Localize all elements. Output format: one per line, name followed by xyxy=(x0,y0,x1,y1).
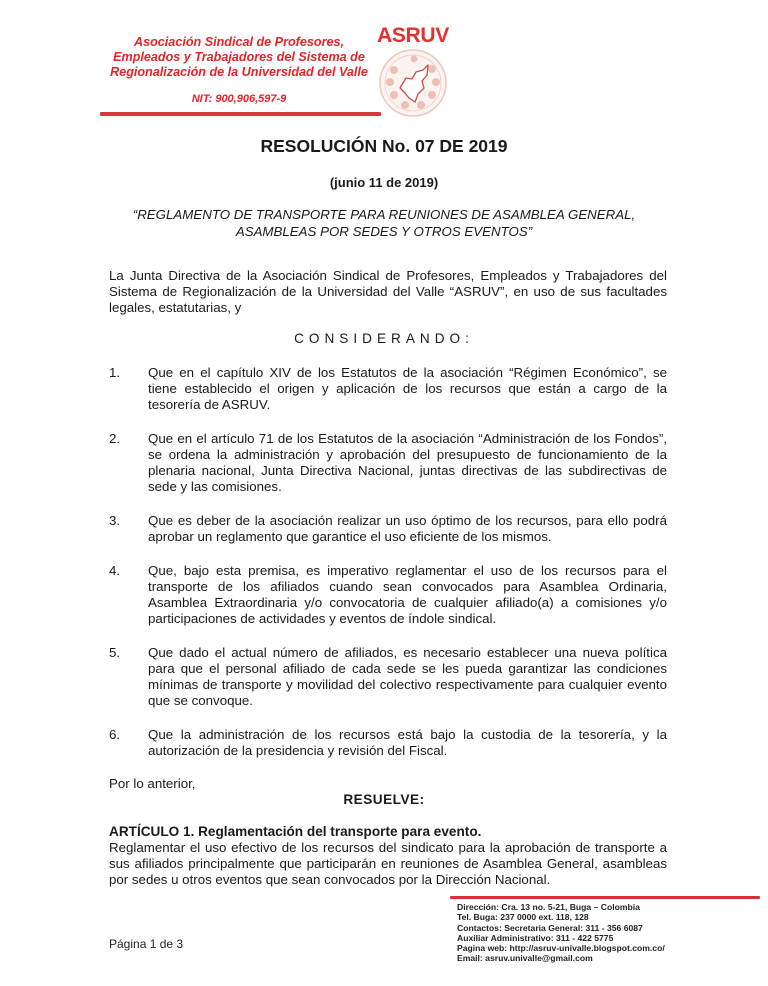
list-item-text: Que dado el actual número de afiliados, es necesario establecer una nueva política para que el personal afiliado de cada sede se les pueda garantizar las condiciones mínimas de transporte y movilidad del colectivo respectivamente para cualquier evento que se convoque. xyxy=(148,645,667,708)
org-name-line: Empleados y Trabajadores del Sistema de xyxy=(113,50,365,64)
seal-logo-icon xyxy=(378,48,448,118)
list-item: 3. Que es deber de la asociación realizar un uso óptimo de los recursos, para ello podrá aprobar un reglamento que garantice el uso eficiente de los mismos. xyxy=(109,513,667,544)
organization-name xyxy=(100,35,378,80)
list-item-text: Que, bajo esta premisa, es imperativo reglamentar el uso de los recursos para el transporte de los afiliados cuando sean convocados para Asamblea Ordinaria, Asamblea Extraordinaria y/o convocatoria de cualquier afiliado(a) a comisiones y/o participaciones de actividades y eventos de índole sindical. xyxy=(148,563,667,626)
list-item-text: Que la administración de los recursos está bajo la custodia de la tesorería, y la autorización de la presidencia y revisión del Fiscal. xyxy=(148,727,667,758)
list-item: 4. Que, bajo esta premisa, es imperativo reglamentar el uso de los recursos para el transporte de los afiliados cuando sean convocados para Asamblea Ordinaria, Asamblea Extraordinaria y/o convocatoria de cualquier afiliado(a) a comisiones y/o participaciones de actividades y eventos de índole sindical. xyxy=(109,563,667,626)
logo-wordmark: ASRUV xyxy=(376,24,449,47)
list-item: 1. Que en el capítulo XIV de los Estatutos de la asociación “Régimen Económico”, se tiene establecido el origen y aplicación de los recursos que están a cargo de la tesorería de ASRUV. xyxy=(109,365,667,412)
resolution-title: RESOLUCIÓN No. 07 DE 2019 xyxy=(260,136,508,156)
resuelve-heading: RESUELVE: xyxy=(343,792,425,807)
footer-secretary-contact: Contactos: Secretaria General: 311 - 356 6087 xyxy=(457,922,643,933)
resolution-subtitle xyxy=(100,206,668,240)
footer-address: Dirección: Cra. 13 no. 5-21, Buga – Colombia xyxy=(457,902,640,912)
list-item-text: Que es deber de la asociación realizar un uso óptimo de los recursos, para ello podrá aprobar un reglamento que garantice el uso eficiente de los mismos. xyxy=(148,513,667,544)
org-name-line: Asociación Sindical de Profesores, xyxy=(134,35,344,49)
org-name-line: Regionalización de la Universidad del Valle xyxy=(110,65,368,79)
page-number: Página 1 de 3 xyxy=(109,937,184,951)
article-1-title: ARTÍCULO 1. Reglamentación del transporte para evento. xyxy=(109,824,482,839)
article-1-body: Reglamentar el uso efectivo de los recursos del sindicato para la aprobación de transporte a sus afiliados principalmente que participarán en reuniones de Asamblea General, asambleas por sedes u otros eventos que sean convocados por la Dirección Nacional. xyxy=(109,840,667,887)
org-nit: NIT: 900,906,597-9 xyxy=(191,93,287,105)
footer-phone: Tel. Buga: 237 0000 ext. 118, 128 xyxy=(457,912,589,923)
footer-assistant-contact: Auxiliar Administrativo: 311 - 422 5775 xyxy=(457,932,614,943)
list-item: 5. Que dado el actual número de afiliados, es necesario establecer una nueva política para que el personal afiliado de cada sede se les pueda garantizar las condiciones mínimas de transporte y movilidad del colectivo respectivamente para cualquier evento que se convoque. xyxy=(109,645,667,708)
list-item: 6. Que la administración de los recursos está bajo la custodia de la tesorería, y la autorización de la presidencia y revisión del Fiscal. xyxy=(109,727,667,758)
considerando-heading: CONSIDERANDO: xyxy=(294,331,474,346)
resolution-date: (junio 11 de 2019) xyxy=(329,175,439,190)
considerando-list xyxy=(109,365,667,777)
list-item-text: Que en el artículo 71 de los Estatutos de la asociación “Administración de los Fondos”, se ordena la administración y aprobación del presupuesto de funcionamiento de la plenaria nacional, Junta Directiva Nacional, juntas directivas de las subdirectivas de sede y las comisiones. xyxy=(148,431,667,494)
footer-divider xyxy=(450,896,760,899)
intro-paragraph: La Junta Directiva de la Asociación Sindical de Profesores, Empleados y Trabajadores del Sistema de Regionalización de la Universidad del Valle “ASRUV”, en uso de sus facultades legales, estatutarias, y xyxy=(109,268,667,315)
list-item-text: Que en el capítulo XIV de los Estatutos de la asociación “Régimen Económico”, se tiene establecido el origen y aplicación de los recursos que están a cargo de la tesorería de ASRUV. xyxy=(148,365,667,412)
footer-website: Pagina web: http://asruv-univalle.blogspot.com.co/ xyxy=(457,943,665,954)
footer-contact-block xyxy=(457,902,665,964)
por-lo-anterior: Por lo anterior, xyxy=(109,776,196,791)
footer-email: Email: asruv.univalle@gmail.com xyxy=(457,953,593,964)
header-divider xyxy=(100,112,381,116)
subtitle-line: ASAMBLEAS POR SEDES Y OTROS EVENTOS” xyxy=(235,224,533,239)
subtitle-line: “REGLAMENTO DE TRANSPORTE PARA REUNIONES DE ASAMBLEA GENERAL, xyxy=(132,207,636,222)
list-item: 2. Que en el artículo 71 de los Estatutos de la asociación “Administración de los Fondos”, se ordena la administración y aprobación del presupuesto de funcionamiento de la plenaria nacional, Junta Directiva Nacional, juntas directivas de las subdirectivas de sede y las comisiones. xyxy=(109,431,667,494)
